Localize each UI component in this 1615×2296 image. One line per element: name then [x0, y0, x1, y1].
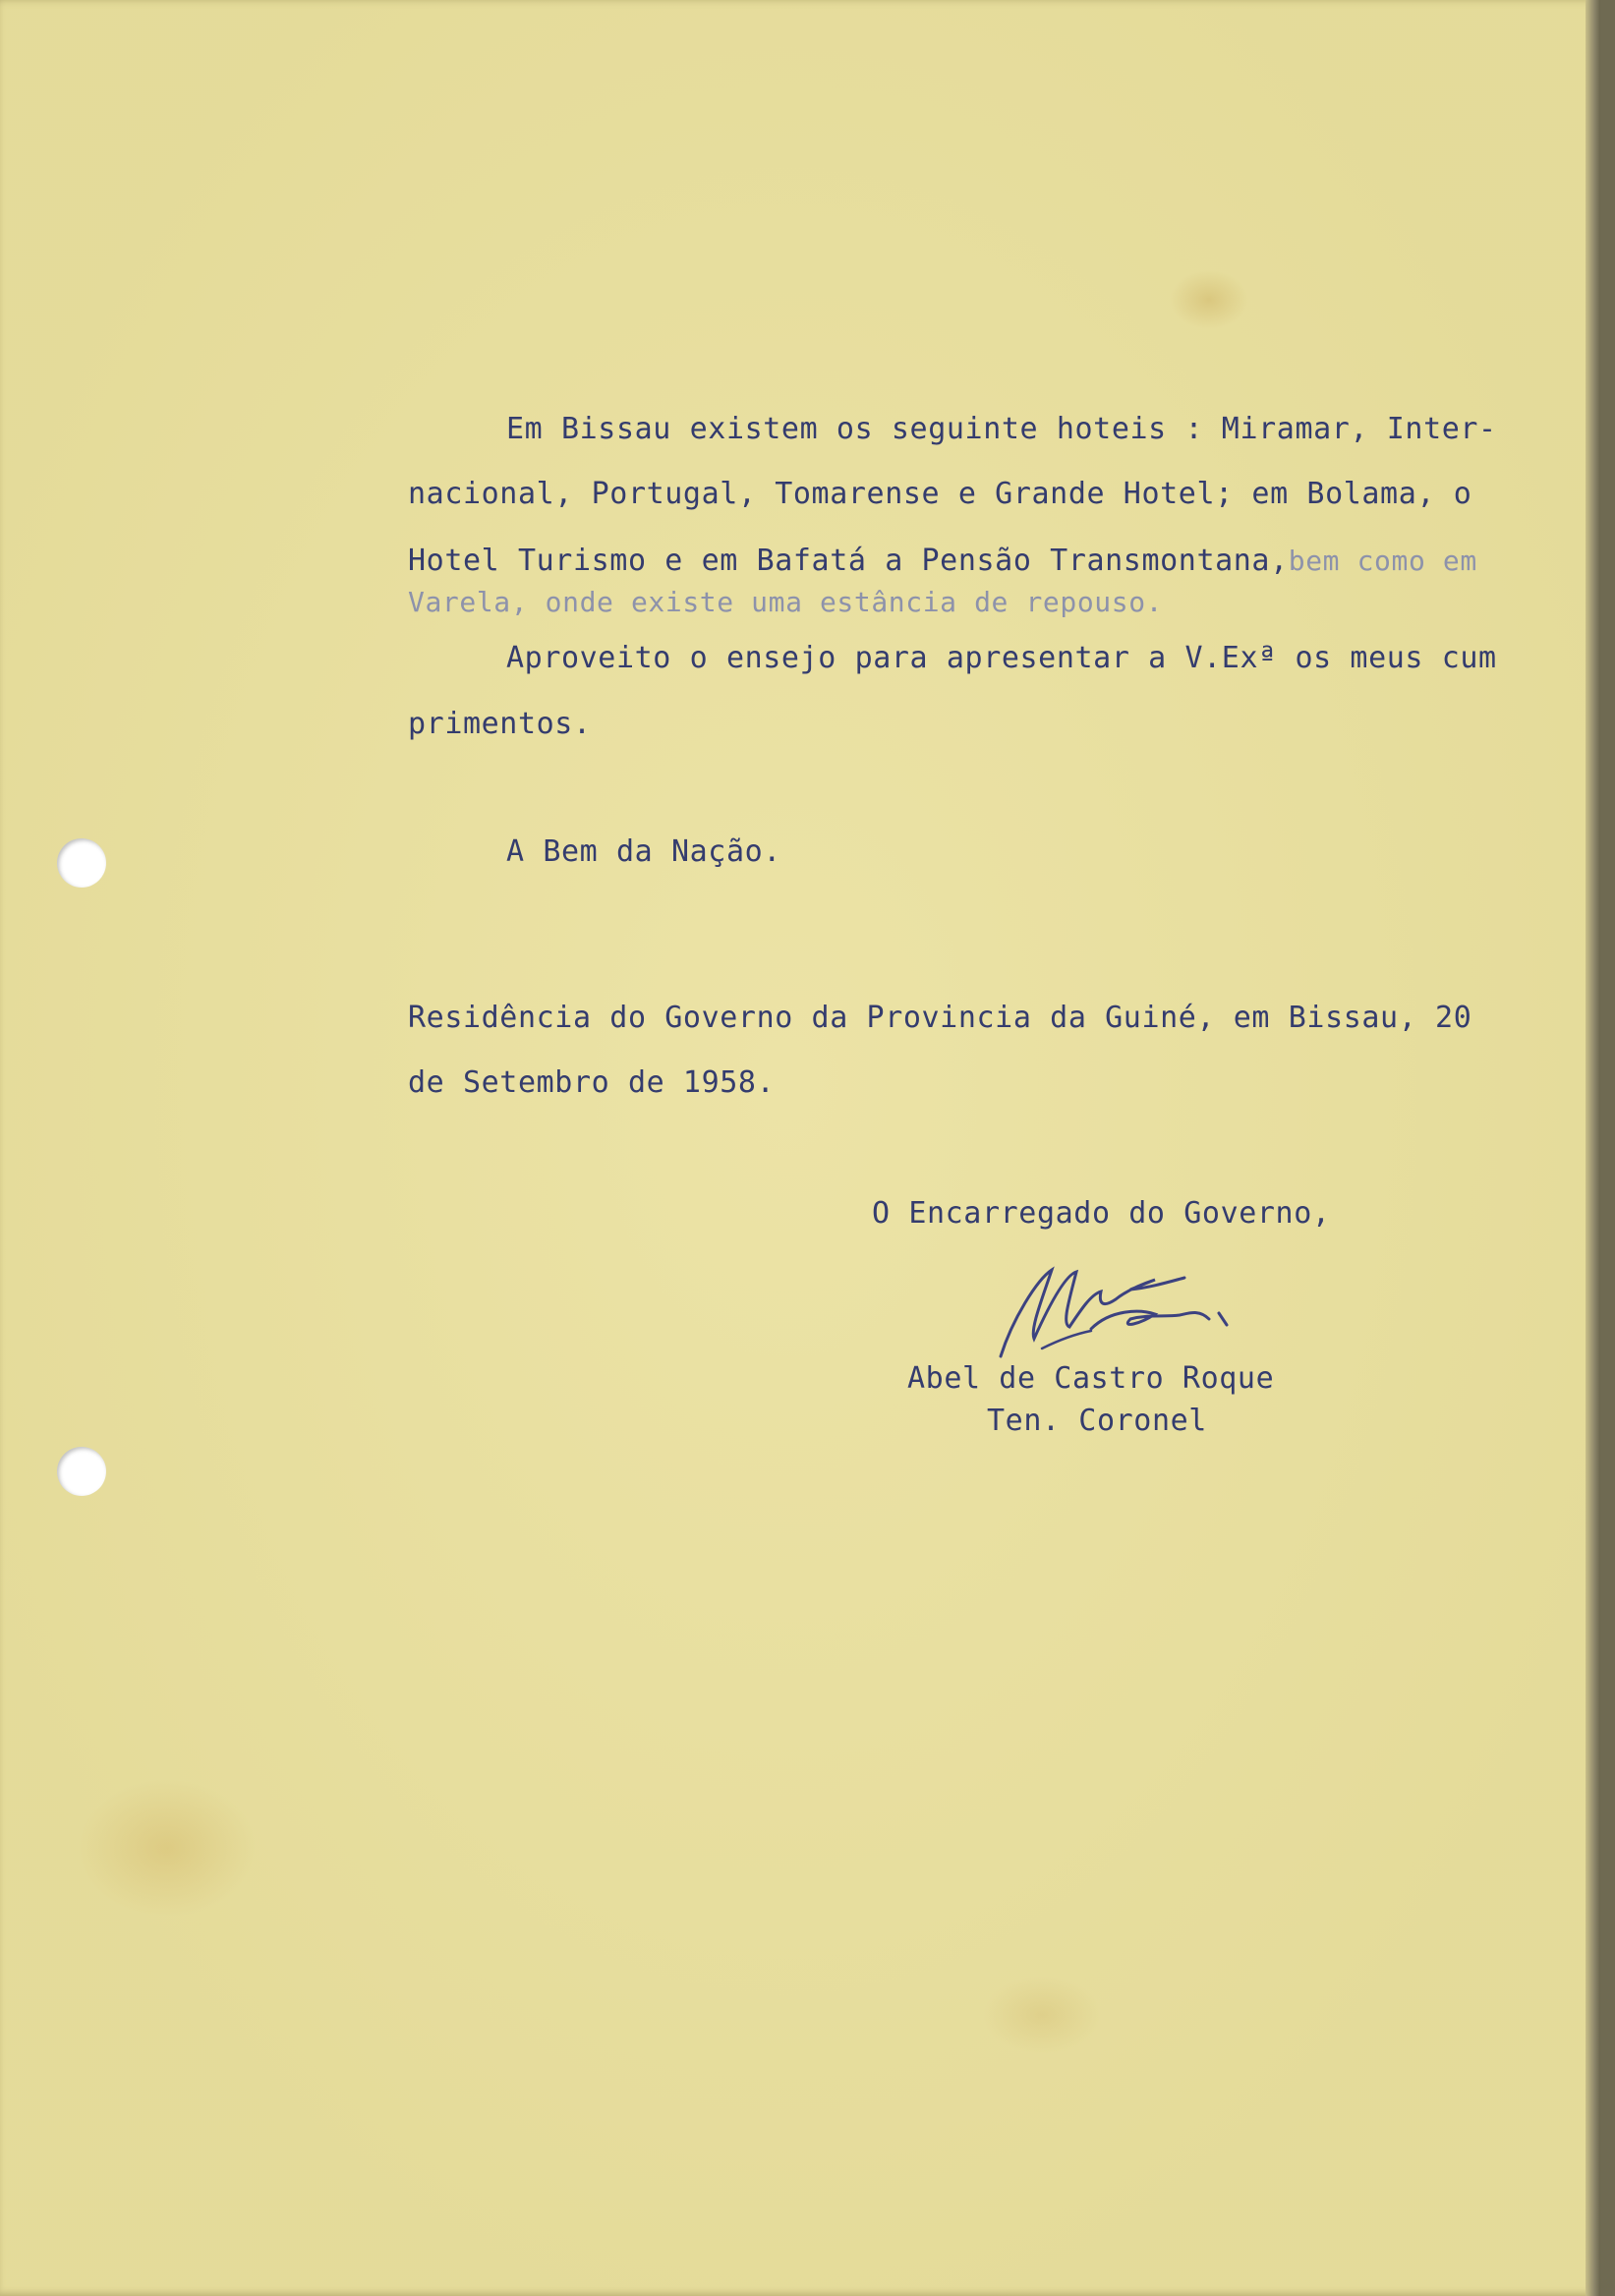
place-date-line1: Residência do Governo da Provincia da Guiné, em Bissau, 20: [408, 1001, 1472, 1035]
paragraph1-line4: Varela, onde existe uma estância de repouso.: [408, 586, 1164, 618]
page-edge: [1586, 0, 1600, 2296]
paragraph1-line3: [408, 546, 1477, 576]
paragraph1-line2: nacional, Portugal, Tomarense e Grande Hotel; em Bolama, o: [408, 477, 1472, 511]
punch-hole-top: [57, 838, 106, 888]
signatory-name: Abel de Castro Roque: [907, 1361, 1275, 1396]
salutation: A Bem da Nação.: [506, 834, 781, 869]
paragraph1-line1: Em Bissau existem os seguinte hoteis : Miramar, Inter-: [506, 412, 1497, 446]
paragraph1-line3-faded: bem como em: [1288, 545, 1477, 577]
punch-hole-bottom: [57, 1447, 106, 1496]
signatory-rank: Ten. Coronel: [987, 1404, 1207, 1438]
place-date-line2: de Setembro de 1958.: [408, 1065, 776, 1100]
paragraph2-line2: primentos.: [408, 707, 592, 741]
paragraph2-line1: Aproveito o ensejo para apresentar a V.Exª os meus cum: [506, 641, 1497, 675]
paragraph1-line3-main: Hotel Turismo e em Bafatá a Pensão Transmontana,: [408, 544, 1289, 578]
handwritten-signature: [983, 1240, 1278, 1368]
closing-title: O Encarregado do Governo,: [872, 1196, 1331, 1231]
